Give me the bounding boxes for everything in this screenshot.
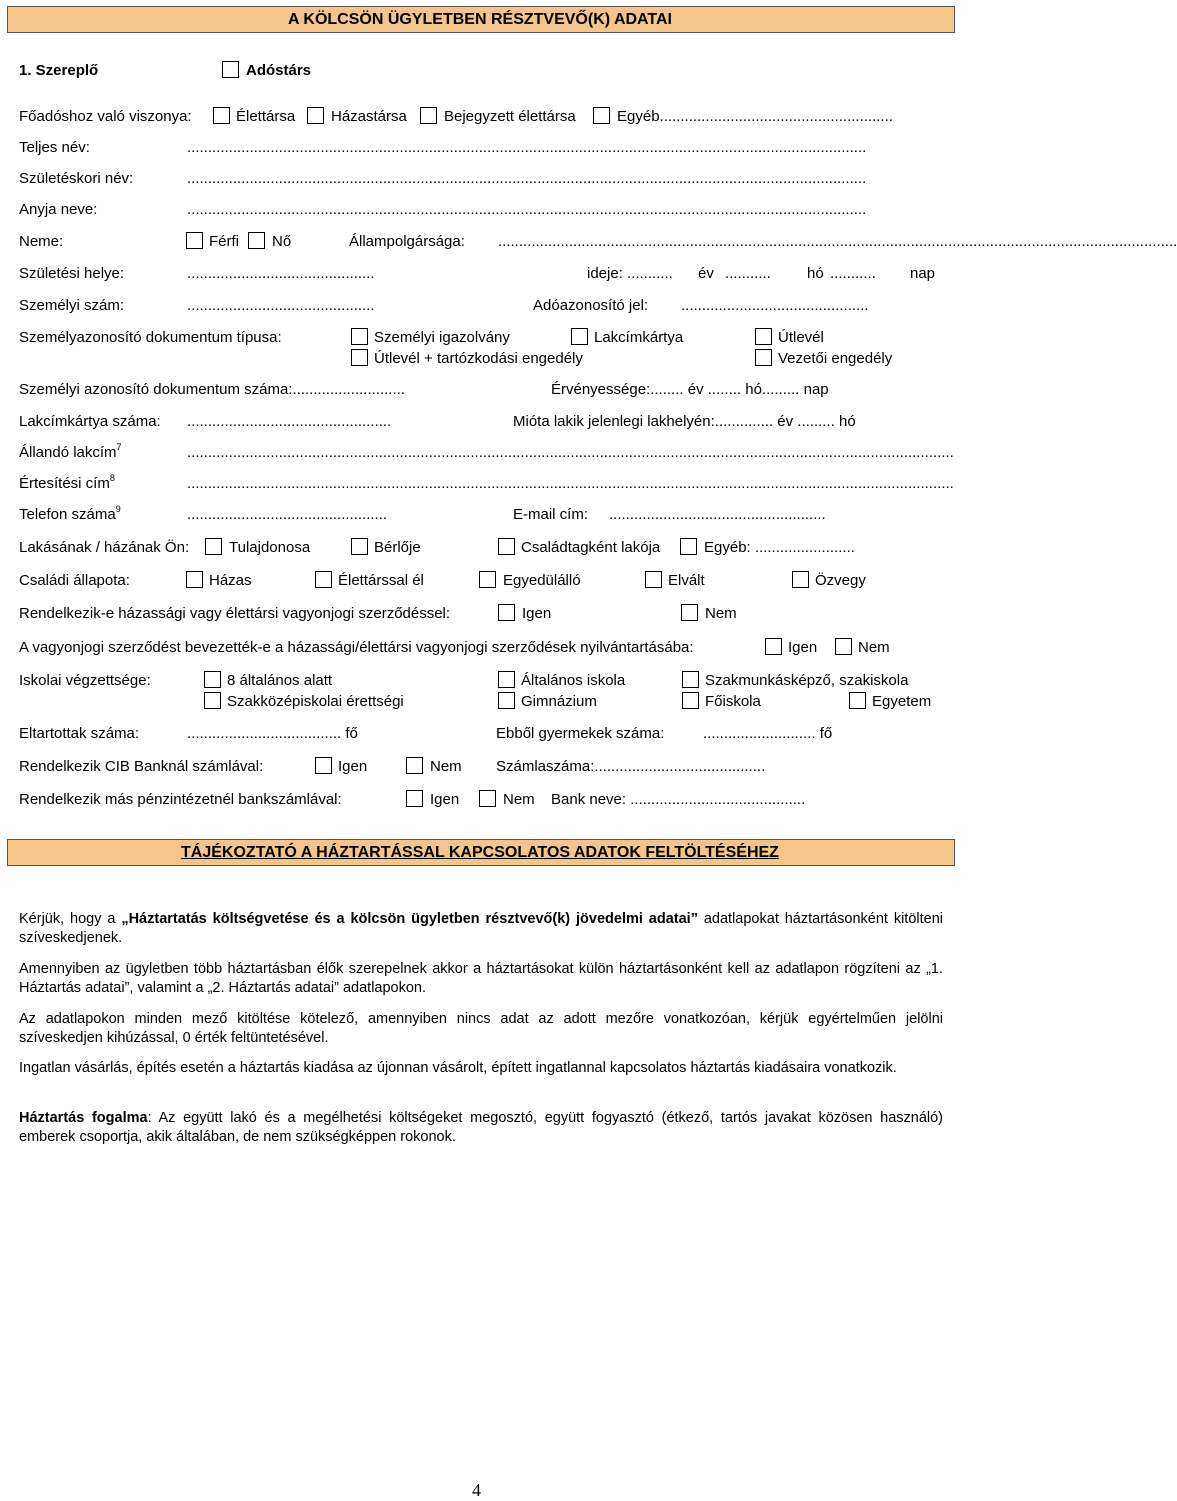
edu-under8-checkbox[interactable]: [204, 671, 221, 688]
bank-name-field[interactable]: Bank neve: ..........................................: [551, 791, 806, 808]
family-divorced-label: Elvált: [668, 572, 705, 589]
relation-egyeb-checkbox[interactable]: [593, 107, 610, 124]
dependents-field[interactable]: ..................................... fő: [187, 725, 358, 742]
dependents-label: Eltartottak száma:: [19, 725, 140, 742]
permanent-address-text: Állandó lakcím: [19, 444, 117, 461]
edu-college-label: Főiskola: [705, 693, 761, 710]
mother-name-field[interactable]: ...................................................................................................................................................................: [187, 201, 867, 218]
edu-gymnasium-checkbox[interactable]: [498, 692, 515, 709]
permanent-address-field[interactable]: ........................................................................................................................................................................................: [187, 444, 954, 461]
footnote-9: 9: [115, 504, 121, 514]
edu-secondary-checkbox[interactable]: [204, 692, 221, 709]
education-label: Iskolai végzettsége:: [19, 672, 151, 689]
notification-address-label: [19, 475, 115, 493]
edu-college-checkbox[interactable]: [682, 692, 699, 709]
cib-account-label: Rendelkezik CIB Banknál számlával:: [19, 758, 264, 775]
iddoc-utlevel-label: Útlevél: [778, 329, 824, 346]
phone-field[interactable]: ................................................: [187, 506, 388, 523]
housing-tenant-checkbox[interactable]: [351, 538, 368, 555]
contract-q2-label: A vagyonjogi szerződést bevezették-e a házassági/élettársi vagyonjogi szerződések nyilvántartásába:: [19, 639, 694, 656]
citizenship-field[interactable]: ...................................................................................................................................................................: [498, 233, 1177, 250]
contract-q2-igen-label: Igen: [788, 639, 818, 656]
permanent-address-label: [19, 444, 122, 462]
iddoc-szemelyi-checkbox[interactable]: [351, 328, 368, 345]
housing-family-label: Családtagként lakója: [521, 539, 661, 556]
family-single-checkbox[interactable]: [479, 571, 496, 588]
info-title: TÁJÉKOZTATÓ A HÁZTARTÁSSAL KAPCSOLATOS ADATOK FELTÖLTÉSÉHEZ: [181, 844, 779, 861]
housing-other-text: Egyéb: ...............: [704, 539, 818, 556]
info-p1-text-a: Kérjük, hogy a: [19, 911, 122, 927]
housing-label: Lakásának / házának Ön:: [19, 539, 190, 556]
iddoc-utlevel-tartozkodasi-checkbox[interactable]: [351, 349, 368, 366]
cib-nem-label: Nem: [430, 758, 462, 775]
actor-label: 1. Szereplő: [19, 62, 99, 79]
iddoc-lakcim-checkbox[interactable]: [571, 328, 588, 345]
edu-under8-label: 8 általános alatt: [227, 672, 333, 689]
iddoc-utlevel-checkbox[interactable]: [755, 328, 772, 345]
family-partner-checkbox[interactable]: [315, 571, 332, 588]
iddoc-vezetoi-label: Vezetői engedély: [778, 350, 893, 367]
codebtor-checkbox[interactable]: [222, 61, 239, 78]
edu-gymnasium-label: Gimnázium: [521, 693, 597, 710]
other-bank-label: Rendelkezik más pénzintézetnél bankszámlával:: [19, 791, 342, 808]
family-single-label: Egyedülálló: [503, 572, 581, 589]
relation-hazastars-label: Házastársa: [331, 108, 407, 125]
relation-elettars-checkbox[interactable]: [213, 107, 230, 124]
cib-igen-checkbox[interactable]: [315, 757, 332, 774]
gender-label: Neme:: [19, 233, 64, 250]
phone-label: [19, 506, 121, 524]
gender-male-label: Férfi: [209, 233, 239, 250]
contract-q1-igen-checkbox[interactable]: [498, 604, 515, 621]
edu-primary-label: Általános iskola: [521, 672, 626, 689]
housing-owner-label: Tulajdonosa: [229, 539, 311, 556]
gender-female-checkbox[interactable]: [248, 232, 265, 249]
iddoc-vezetoi-checkbox[interactable]: [755, 349, 772, 366]
info-paragraph-3: Az adatlapokon minden mező kitöltése kötelező, amennyiben nincs adat az adott mezőre vonatkozóan, kérjük egyértelműen jelölni szíveskedjen kihúzással, 0 érték feltüntetésével.: [19, 1011, 943, 1046]
edu-university-label: Egyetem: [872, 693, 932, 710]
email-label: E-mail cím:: [513, 506, 588, 523]
iddoc-validity-field[interactable]: Érvényessége:........ év ........ hó......... nap: [551, 381, 829, 398]
contract-q1-igen-label: Igen: [522, 605, 552, 622]
tax-id-field[interactable]: .............................................: [681, 297, 869, 314]
iddoc-lakcim-label: Lakcímkártya: [594, 329, 684, 346]
mother-name-label: Anyja neve:: [19, 201, 98, 218]
birth-place-field[interactable]: .............................................: [187, 265, 375, 282]
footnote-7: 7: [116, 442, 122, 452]
personal-number-field[interactable]: .............................................: [187, 297, 375, 314]
page-title: A KÖLCSÖN ÜGYLETBEN RÉSZTVEVŐ(K) ADATAI: [288, 11, 672, 28]
notification-address-field[interactable]: ........................................................................................................................................................................................: [187, 475, 954, 492]
info-paragraph-1: [19, 910, 943, 948]
footnote-8: 8: [109, 473, 115, 483]
birth-year-label: év: [698, 265, 714, 282]
otherbank-nem-checkbox[interactable]: [479, 790, 496, 807]
full-name-field[interactable]: ...................................................................................................................................................................: [187, 139, 867, 156]
info-p1-bold: „Háztartatás költségvetése és a kölcsön ügyletben résztvevő(k) jövedelmi adatai”: [121, 911, 698, 927]
address-card-field[interactable]: .................................................: [187, 413, 392, 430]
relation-elettars-label: Élettársa: [236, 108, 296, 125]
birth-place-label: Születési helye:: [19, 265, 125, 282]
relation-egyeb-label[interactable]: Egyéb........................................................: [617, 108, 893, 125]
cib-igen-label: Igen: [338, 758, 368, 775]
citizenship-label: Állampolgársága:: [349, 233, 465, 250]
contract-q1-nem-checkbox[interactable]: [681, 604, 698, 621]
edu-vocational-label: Szakmunkásképző, szakiskola: [705, 672, 909, 689]
iddoc-label: Személyazonosító dokumentum típusa:: [19, 329, 282, 346]
info-p5-text: : Az együtt lakó és a megélhetési költségeket megosztó, együtt fogyasztó (étkező, tartós javakat közösen használó) emberek csoportja, akik általában, de nem szükségképpen rokonok.: [19, 1110, 943, 1145]
birth-name-label: Születéskori név:: [19, 170, 134, 187]
relation-bejegyzett-label: Bejegyzett élettársa: [444, 108, 576, 125]
family-widowed-label: Özvegy: [815, 572, 866, 589]
otherbank-igen-checkbox[interactable]: [406, 790, 423, 807]
family-widowed-checkbox[interactable]: [792, 571, 809, 588]
edu-university-checkbox[interactable]: [849, 692, 866, 709]
birth-month-label: hó: [807, 265, 824, 282]
address-card-label: Lakcímkártya száma:: [19, 413, 161, 430]
birth-name-field[interactable]: ...................................................................................................................................................................: [187, 170, 867, 187]
children-field[interactable]: ........................... fő: [703, 725, 833, 742]
cib-nem-checkbox[interactable]: [406, 757, 423, 774]
gender-male-checkbox[interactable]: [186, 232, 203, 249]
contract-q1-label: Rendelkezik-e házassági vagy élettársi vagyonjogi szerződéssel:: [19, 605, 451, 622]
page-number: 4: [472, 1480, 481, 1500]
personal-number-label: Személyi szám:: [19, 297, 125, 314]
housing-other-dots: .........: [817, 539, 855, 556]
family-married-checkbox[interactable]: [186, 571, 203, 588]
contract-q2-igen-checkbox[interactable]: [765, 638, 782, 655]
birth-month-field[interactable]: ...........: [725, 265, 771, 282]
info-p1-text-c: adatlapokat háztartásonként kitölteni szíveskedjenek.: [19, 911, 943, 946]
otherbank-nem-label: Nem: [503, 791, 535, 808]
contract-q2-nem-checkbox[interactable]: [835, 638, 852, 655]
edu-secondary-label: Szakközépiskolai érettségi: [227, 693, 404, 710]
codebtor-label: Adóstárs: [246, 62, 312, 79]
iddoc-number-field[interactable]: Személyi azonosító dokumentum száma:...........................: [19, 381, 405, 398]
notification-address-text: Értesítési cím: [19, 475, 110, 492]
info-p5-bold: Háztartás fogalma: [19, 1110, 148, 1126]
housing-tenant-label: Bérlője: [374, 539, 421, 556]
edu-primary-checkbox[interactable]: [498, 671, 515, 688]
birth-day-field[interactable]: ...........: [830, 265, 876, 282]
family-married-label: Házas: [209, 572, 252, 589]
account-number-field[interactable]: Számlaszáma:.........................................: [496, 758, 766, 775]
birth-day-label: nap: [910, 265, 936, 282]
info-paragraph-4: Ingatlan vásárlás, építés esetén a háztartás kiadása az újonnan vásárolt, épített ingatlannal kapcsolatos háztartás kiadásaira vonatkozik.: [19, 1060, 897, 1076]
family-partner-label: Élettárssal él: [338, 572, 424, 589]
family-status-label: Családi állapota:: [19, 572, 130, 589]
phone-text: Telefon száma: [19, 506, 116, 523]
otherbank-igen-label: Igen: [430, 791, 460, 808]
tax-id-label: Adóazonosító jel:: [533, 297, 649, 314]
housing-other-checkbox[interactable]: [680, 538, 697, 555]
iddoc-utlevel-tartozkodasi-label: Útlevél + tartózkodási engedély: [374, 350, 583, 367]
gender-female-label: Nő: [272, 233, 292, 250]
birth-date-label: ideje:: [587, 265, 623, 282]
family-divorced-checkbox[interactable]: [645, 571, 662, 588]
residence-since-field[interactable]: Mióta lakik jelenlegi lakhelyén:.............. év ......... hó: [513, 413, 856, 430]
children-label: Ebből gyermekek száma:: [496, 725, 665, 742]
relation-bejegyzett-checkbox[interactable]: [420, 107, 437, 124]
housing-other-label[interactable]: [704, 539, 855, 557]
full-name-label: Teljes név:: [19, 139, 90, 156]
info-paragraph-2: Amennyiben az ügyletben több háztartásban élők szerepelnek akkor a háztartásokat külön háztartásonként kell az adatlapon rögzíteni az „1. Háztartás adatai”, valamint a „2. Háztartás adatai” adatlapokon.: [19, 961, 943, 996]
edu-vocational-checkbox[interactable]: [682, 671, 699, 688]
housing-family-checkbox[interactable]: [498, 538, 515, 555]
contract-q1-nem-label: Nem: [705, 605, 737, 622]
email-field[interactable]: ....................................................: [609, 506, 826, 523]
info-paragraph-5: [19, 1109, 943, 1147]
birth-year-field[interactable]: ...........: [627, 265, 673, 282]
relation-label: Főadóshoz való viszonya:: [19, 108, 192, 125]
housing-owner-checkbox[interactable]: [205, 538, 222, 555]
contract-q2-nem-label: Nem: [858, 639, 890, 656]
relation-hazastars-checkbox[interactable]: [307, 107, 324, 124]
iddoc-szemelyi-label: Személyi igazolvány: [374, 329, 510, 346]
